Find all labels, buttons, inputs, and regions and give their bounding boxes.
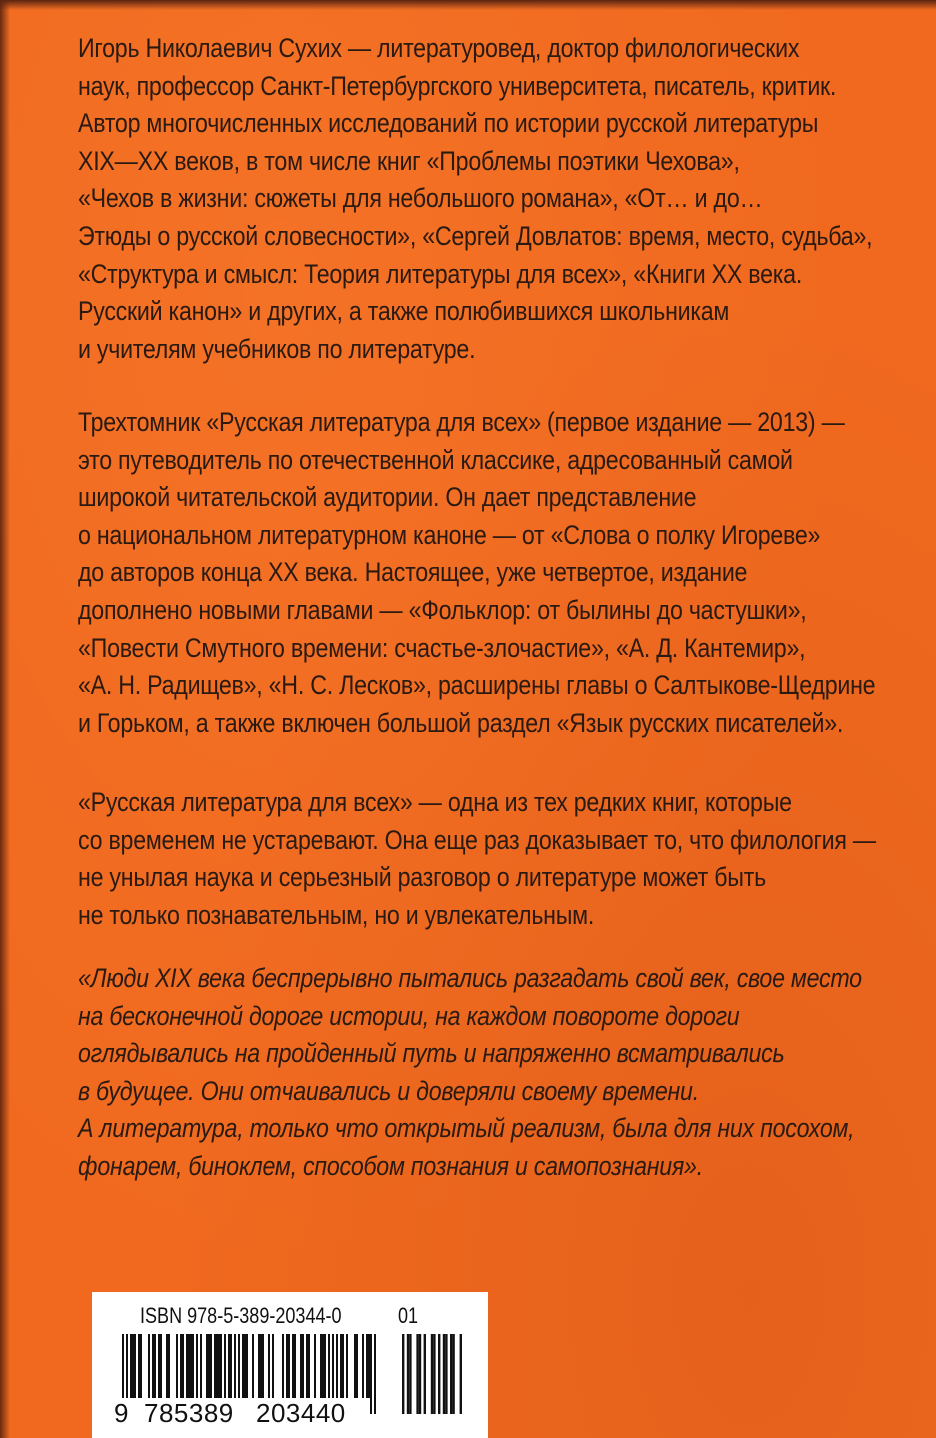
barcode-bar — [368, 1334, 370, 1398]
book-description-paragraph — [78, 404, 876, 742]
barcode-bar — [354, 1334, 356, 1398]
text-line: «Русская литература для всех» — одна из тех редких книг, которые — [78, 787, 792, 817]
barcode-bar — [134, 1334, 136, 1398]
barcode-bar — [370, 1334, 372, 1414]
barcode-bar — [288, 1334, 290, 1398]
barcode-bar — [188, 1334, 190, 1398]
barcode-bar — [158, 1334, 160, 1398]
barcode-bar — [322, 1334, 324, 1398]
barcode-bar — [196, 1334, 198, 1398]
barcode-bar — [152, 1334, 154, 1398]
barcode-addon-bar — [402, 1334, 404, 1414]
text-line: и Горьком, а также включен большой раздел «Язык русских писателей». — [78, 707, 844, 738]
text-line: о национальном литературном каноне — от «Слова о полку Игореве» — [78, 519, 821, 550]
barcode-bar — [340, 1334, 342, 1398]
barcode-bar — [176, 1334, 178, 1398]
barcode-bar — [282, 1334, 284, 1398]
isbn-number: ISBN 978-5-389-20344-0 — [140, 1303, 342, 1328]
barcode-addon-bar — [419, 1334, 421, 1414]
barcode-addon-bar — [438, 1334, 440, 1414]
text-line: наук, профессор Санкт-Петербургского университета, писатель, критик. — [78, 70, 837, 101]
text-line: фонарем, биноклем, способом познания и самопознания». — [78, 1150, 703, 1181]
barcode-bar — [356, 1334, 358, 1398]
text-line: «Люди XIX века беспрерывно пытались разгадать свой век, свое место — [78, 963, 862, 993]
text-line: «Чехов в жизни: сюжеты для небольшого романа», «От… и до… — [78, 183, 763, 214]
barcode-bar — [246, 1334, 248, 1398]
barcode-bar — [268, 1334, 270, 1398]
barcode-first-digit: 9 — [114, 1398, 129, 1428]
text-line: XIX—XX веков, в том числе книг «Проблемы поэтики Чехова», — [78, 145, 740, 176]
barcode-bar — [286, 1334, 288, 1398]
barcode-bar — [244, 1334, 246, 1398]
cover-edge-shadow — [0, 0, 10, 1438]
barcode-bar — [154, 1334, 156, 1398]
text-line: и учителям учебников по литературе. — [78, 333, 476, 364]
text-line: Игорь Николаевич Сухих — литературовед, доктор филологических — [78, 33, 800, 63]
barcode-bar — [132, 1334, 134, 1398]
barcode-bar — [190, 1334, 192, 1398]
barcode-bar — [138, 1334, 140, 1398]
quote-paragraph — [78, 960, 862, 1186]
barcode-bar — [140, 1334, 142, 1398]
barcode-bar — [306, 1334, 308, 1398]
text-line: А литература, только что открытый реализм, была для них посохом, — [78, 1113, 855, 1144]
barcode-bar — [320, 1334, 322, 1398]
barcode-bar — [328, 1334, 330, 1398]
text-line: на бесконечной дороге истории, на каждом повороте дороги — [78, 1000, 740, 1031]
barcode-bar — [324, 1334, 326, 1398]
barcode-bar — [238, 1334, 240, 1398]
barcode-bar — [314, 1334, 316, 1398]
barcode-addon-bar — [431, 1334, 433, 1414]
barcode-addon-bar — [424, 1334, 426, 1414]
text-line: Трехтомник «Русская литература для всех» (первое издание — 2013) — — [78, 407, 845, 437]
barcode-addon-bar — [433, 1334, 435, 1414]
text-line: дополнено новыми главами — «Фольклор: от былины до частушки», — [78, 594, 807, 625]
barcode-bar — [300, 1334, 302, 1398]
barcode-bar — [180, 1334, 182, 1398]
barcode-bar — [292, 1334, 294, 1398]
text-line: широкой читательской аудитории. Он дает представление — [78, 482, 697, 513]
cover-top-shadow — [0, 0, 936, 10]
text-line: Этюды о русской словесности», «Сергей Довлатов: время, место, судьба», — [78, 220, 873, 251]
book-description — [78, 404, 876, 742]
barcode-bar — [224, 1334, 226, 1398]
barcode-bar — [210, 1334, 212, 1398]
barcode-bar — [228, 1334, 230, 1398]
author-bio-paragraph — [78, 30, 873, 368]
barcode-addon-bar — [409, 1334, 411, 1414]
praise-paragraph — [78, 784, 876, 934]
barcode-addon-bar — [450, 1334, 452, 1414]
text-line: «Структура и смысл: Теория литературы для всех», «Книги XX века. — [78, 258, 803, 289]
barcode-bar — [342, 1334, 344, 1398]
barcode-bar — [168, 1334, 170, 1398]
barcode-bar — [166, 1334, 168, 1398]
barcode-addon-bar — [452, 1334, 454, 1414]
quote — [78, 960, 862, 1186]
praise — [78, 784, 876, 934]
barcode-bar — [302, 1334, 304, 1398]
barcode-addon-bar — [416, 1334, 418, 1414]
barcode-right-digits: 203440 — [256, 1398, 346, 1428]
barcode-bar — [186, 1334, 188, 1398]
barcode-bar — [208, 1334, 210, 1398]
barcode-left-digits: 785389 — [144, 1398, 234, 1428]
text-line: «Повести Смутного времени: счастье-злочастие», «А. Д. Кантемир», — [78, 632, 806, 663]
barcode-bar — [262, 1334, 264, 1398]
text-line: не только познавательным, но и увлекательным. — [78, 899, 595, 930]
barcode-bar — [160, 1334, 162, 1398]
barcode-bar — [192, 1334, 194, 1398]
barcode-addon-bar — [443, 1334, 445, 1414]
barcode-bar — [206, 1334, 208, 1398]
barcode-bar — [366, 1334, 368, 1398]
barcode-bar — [234, 1334, 236, 1398]
barcode-addon-bar — [460, 1334, 462, 1414]
text-line: Автор многочисленных исследований по истории русской литературы — [78, 108, 819, 139]
barcode-bar — [200, 1334, 202, 1398]
barcode-bar — [332, 1334, 334, 1398]
barcode-bar — [336, 1334, 338, 1398]
text-line: в будущее. Они отчаивались и доверяли своему времени. — [78, 1075, 699, 1106]
barcode-bar — [258, 1334, 260, 1398]
text-line: не унылая наука и серьезный разговор о литературе может быть — [78, 862, 766, 893]
barcode-bar — [182, 1334, 184, 1398]
text-line: со временем не устаревают. Она еще раз доказывает то, что филология — — [78, 824, 876, 855]
text-line: Русский канон» и других, а также полюбившихся школьникам — [78, 296, 730, 327]
barcode-bar — [308, 1334, 310, 1398]
author-bio — [78, 30, 873, 368]
barcode-bar — [346, 1334, 348, 1398]
barcode-bar — [148, 1334, 150, 1398]
text-line: это путеводитель по отечественной классике, адресованный самой — [78, 444, 793, 475]
barcode-bar — [260, 1334, 262, 1398]
text-line: до авторов конца XX века. Настоящее, уже четвертое, издание — [78, 557, 748, 588]
barcode-addon-bar — [445, 1334, 447, 1414]
barcode-addon-bar — [407, 1334, 409, 1414]
barcode-bar — [362, 1334, 364, 1398]
barcode-bar — [294, 1334, 296, 1398]
text-line: «А. Н. Радищев», «Н. С. Лесков», расширены главы о Салтыкове-Щедрине — [78, 670, 876, 701]
barcode-bar — [272, 1334, 274, 1398]
barcode-bar — [242, 1334, 244, 1398]
isbn-addon: 01 — [398, 1303, 419, 1328]
barcode-bar — [130, 1334, 132, 1398]
barcode-bar — [230, 1334, 232, 1398]
barcode-bar — [374, 1334, 376, 1414]
text-line: оглядывались на пройденный путь и напряженно всматривались — [78, 1038, 785, 1069]
barcode-bar — [252, 1334, 254, 1398]
